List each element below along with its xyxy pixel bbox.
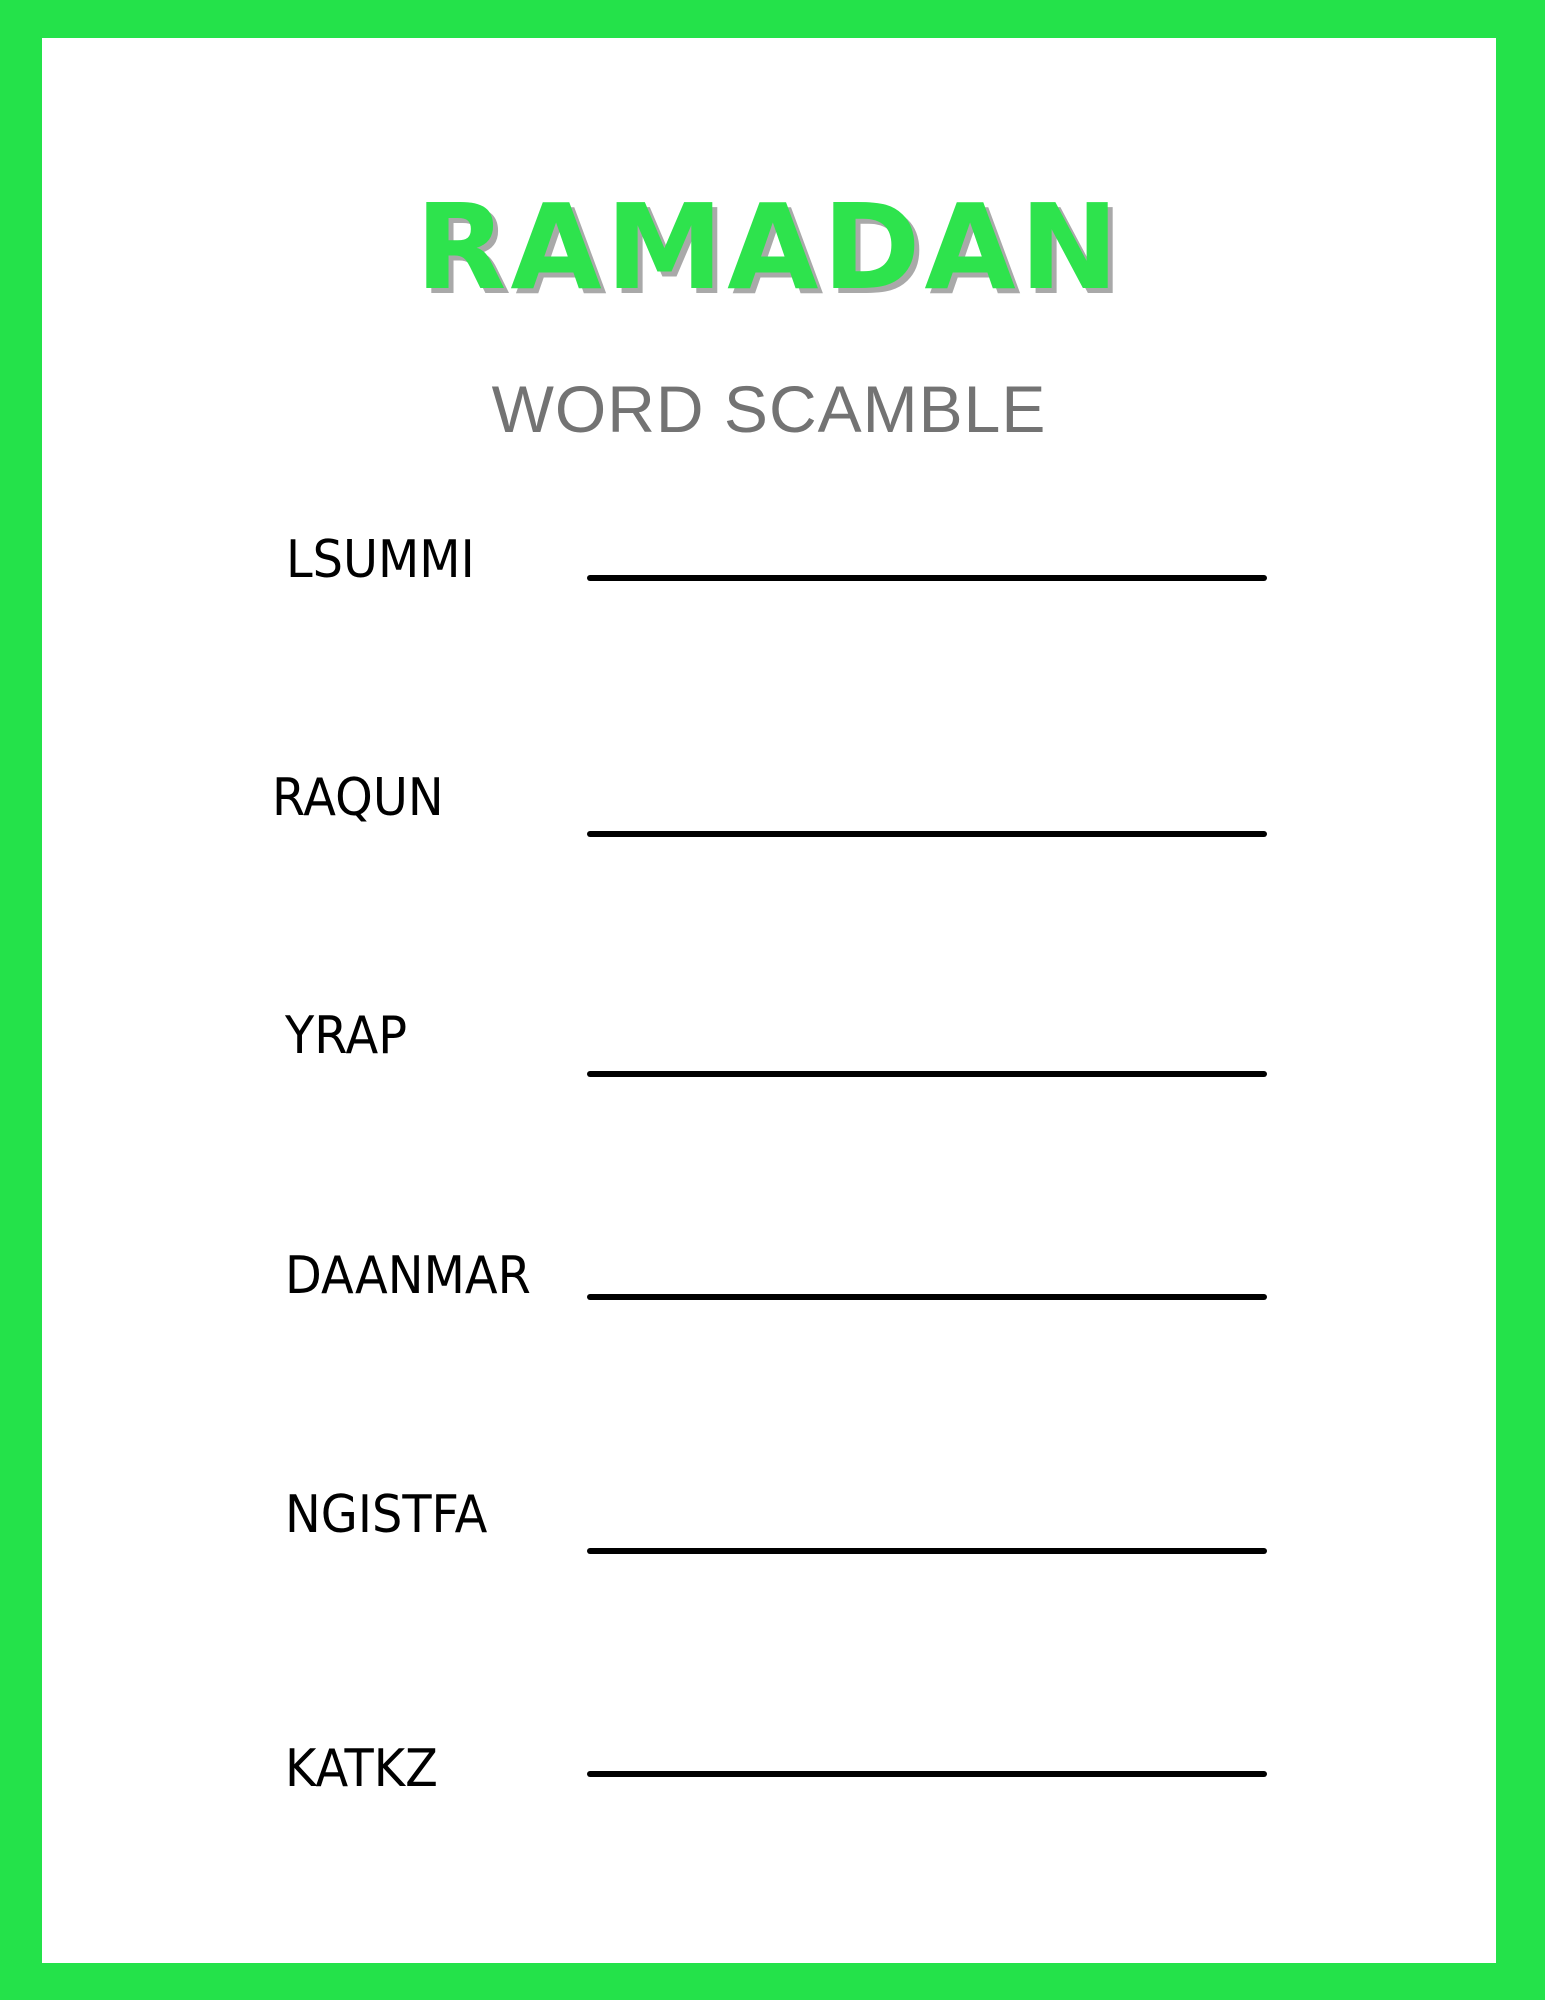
answer-line [587, 1548, 1267, 1554]
worksheet-page [42, 38, 1496, 1963]
scrambled-word: RAQUN [272, 768, 444, 828]
answer-line [587, 831, 1267, 837]
scrambled-word: DAANMAR [285, 1246, 531, 1306]
answer-line [587, 1771, 1267, 1777]
answer-line [587, 1294, 1267, 1300]
scrambled-word: NGISTFA [285, 1485, 488, 1545]
page-subtitle: WORD SCAMBLE [491, 372, 1047, 446]
answer-line [587, 1071, 1267, 1077]
answer-line [587, 575, 1267, 581]
scrambled-word: YRAP [285, 1006, 408, 1066]
page-title: RAMADAN [415, 178, 1123, 316]
scrambled-word: KATKZ [285, 1739, 438, 1799]
scrambled-word: LSUMMI [286, 530, 475, 590]
